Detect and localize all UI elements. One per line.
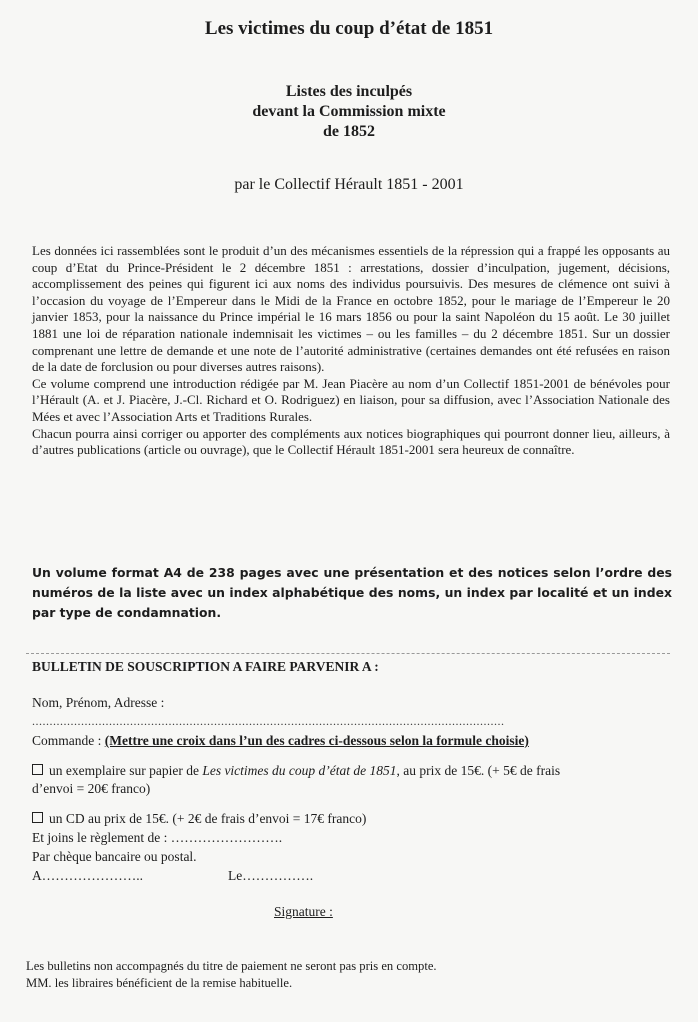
signature-label: Signature : (274, 904, 333, 919)
cut-line-divider (26, 653, 670, 654)
option-cd-checkbox[interactable] (32, 812, 43, 823)
intro-paragraph-2: Ce volume comprend une introduction rédigée par M. Jean Piacère au nom d’un Collectif 1851-2001 de bénévoles pour l’Hérault (A. et J. Piacère, J.-Cl. Richard et O. Rodriguez) en liaison, pour sa diffusion, avec l’Association Nationale des Mées et avec l’Association Arts et Traditions Rurales. (32, 375, 670, 424)
payment-method: Par chèque bancaire ou postal. (32, 849, 197, 864)
payment-amount-field[interactable]: Et joins le règlement de : ……………………. (32, 830, 283, 845)
document-byline: par le Collectif Hérault 1851 - 2001 (234, 176, 464, 193)
subtitle-line-2: devant la Commission mixte (252, 103, 446, 120)
option-paper-checkbox[interactable] (32, 764, 43, 775)
subtitle-line-3: de 1852 (323, 123, 375, 140)
option-paper-prefix: un exemplaire sur papier de (49, 763, 203, 778)
footer-line-1: Les bulletins non accompagnés du titre de paiement ne seront pas pris en compte. (26, 959, 437, 973)
intro-paragraph-3: Chacun pourra ainsi corriger ou apporter des compléments aux notices biographiques qui pourront donner lieu, ailleurs, à d’autres publications (article ou ouvrage), que le Collectif Hérault 1851-2001 sera heureux de connaître. (32, 425, 670, 458)
option-cd-line (32, 811, 366, 827)
option-paper-line (32, 763, 560, 779)
option-paper-book-title: Les victimes du coup d’état de 1851 (202, 763, 397, 778)
commande-line (32, 733, 529, 749)
place-field[interactable]: A………………….. (32, 868, 143, 883)
option-paper-line-2: d’envoi = 20€ franco) (32, 781, 151, 796)
date-field[interactable]: Le……………. (228, 868, 314, 883)
intro-paragraph-1: Les données ici rassemblées sont le produit d’un des mécanismes essentiels de la répression qui a frappé les opposants au coup d’Etat du Prince-Président le 2 décembre 1851 : arrestations, dossier d’inculpation, jugement, décisions, accomplissement des peines qui figurent ici aux noms des individus poursuivis. Des mesures de clémence ont suivi à l’occasion du voyage de l’Empereur dans le Midi de la France en octobre 1852, pour le mariage de l’Empereur le 20 janvier 1853, pour la naissance du Prince impérial le 16 mars 1856 ou pour la saint Napoléon du 15 août. Le 30 juillet 1881 une loi de réparation nationale indemnisait les victimes – ou les familles – du 2 décembre 1851. Sur un dossier comprenant une lettre de demande et une note de l’autorité administrative (certaines demandes ont été refusées en raison de la date de forclusion ou pour diverses autres raisons). (32, 243, 670, 375)
intro-text (32, 243, 670, 459)
commande-label: Commande : (32, 733, 105, 748)
footer-notes (26, 958, 437, 992)
subtitle-line-1: Listes des inculpés (285, 83, 413, 100)
option-paper-suffix: , au prix de 15€. (+ 5€ de frais (396, 763, 561, 778)
footer-line-2: MM. les libraires bénéficient de la remise habituelle. (26, 976, 293, 990)
name-address-label: Nom, Prénom, Adresse : (32, 695, 165, 710)
document-subtitle (0, 82, 698, 142)
option-cd-text: un CD au prix de 15€. (+ 2€ de frais d’envoi = 17€ franco) (49, 811, 367, 826)
volume-description: Un volume format A4 de 238 pages avec une présentation et des notices selon l’ordre des numéros de la liste avec un index alphabétique des noms, un index par localité et un index par type de condamnation. (32, 565, 672, 620)
name-address-field[interactable]: ....................................................................................................................................... (32, 714, 505, 728)
commande-instructions: (Mettre une croix dans l’un des cadres ci-dessous selon la formule choisie) (104, 733, 529, 748)
bulletin-title: BULLETIN DE SOUSCRIPTION A FAIRE PARVENIR A : (32, 659, 379, 674)
document-title: Les victimes du coup d’état de 1851 (204, 18, 494, 39)
